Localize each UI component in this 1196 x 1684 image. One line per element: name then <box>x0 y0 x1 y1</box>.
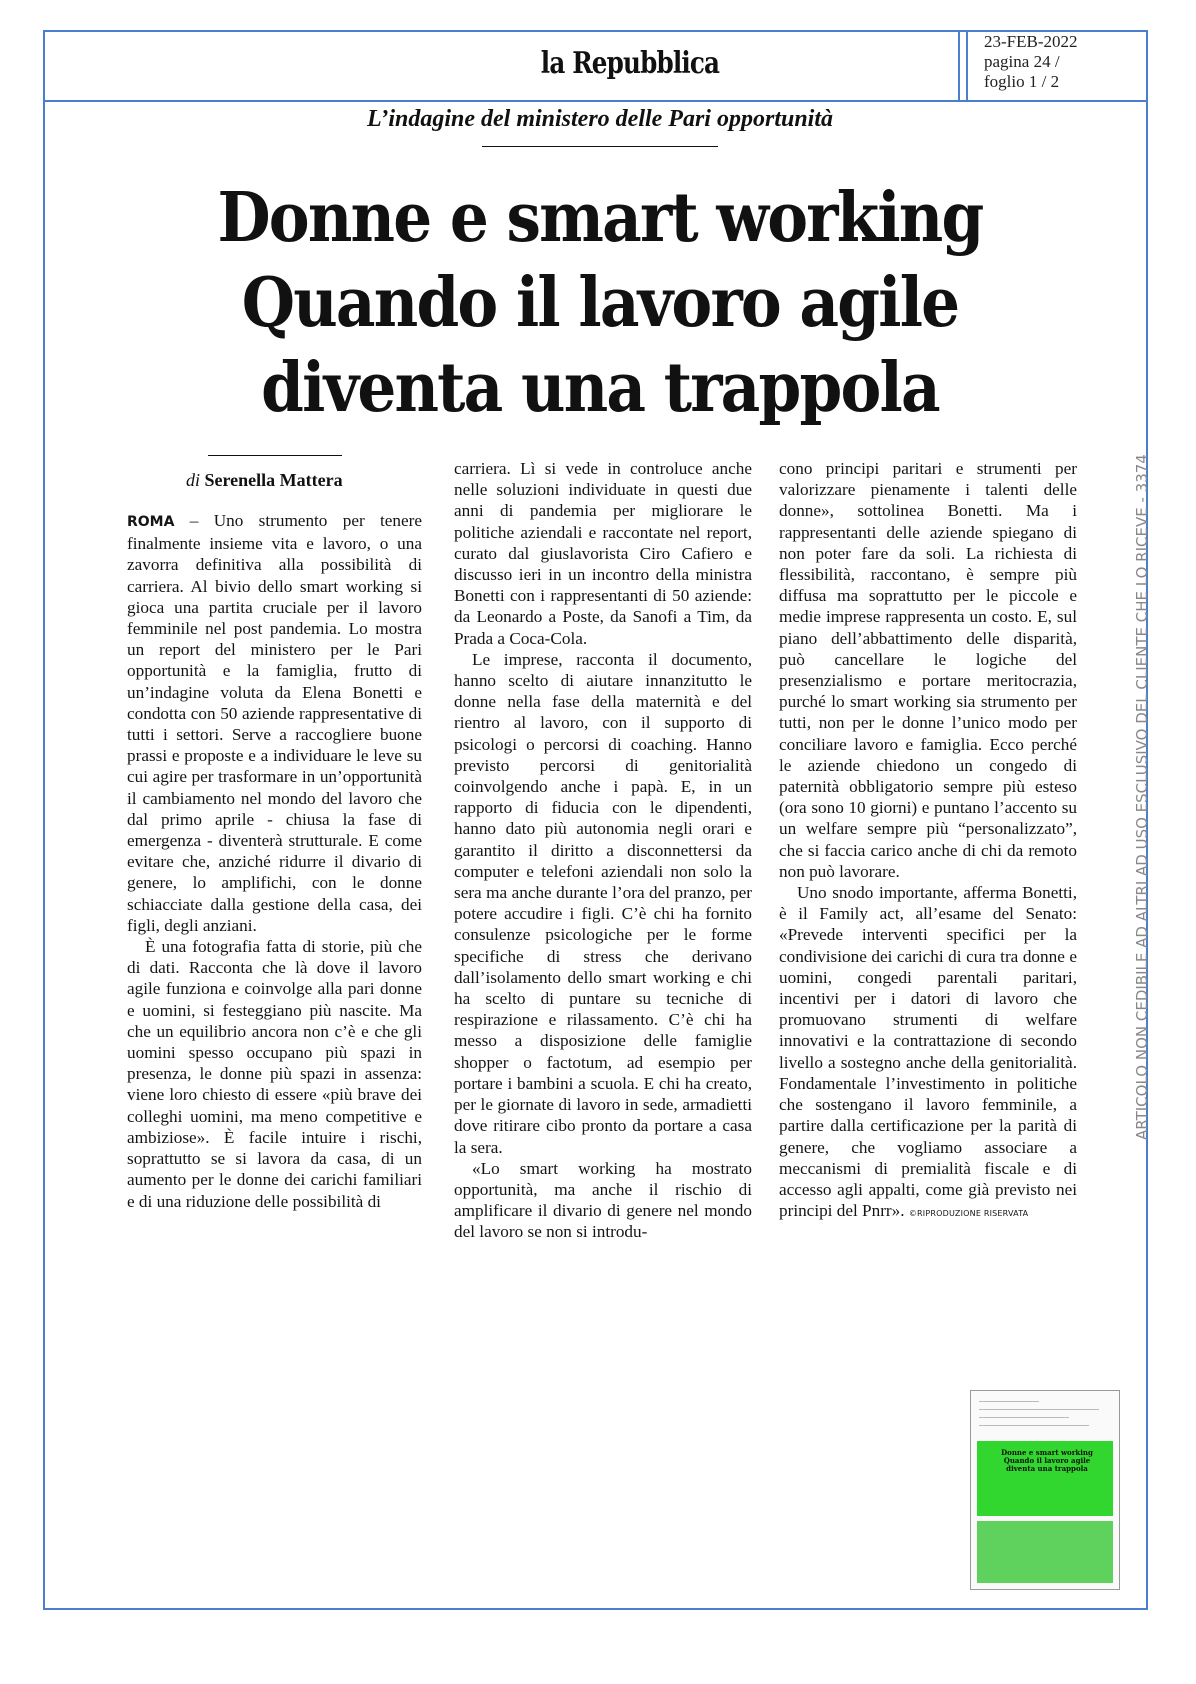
thumbnail-line <box>979 1417 1069 1418</box>
paragraph-text: – Uno strumento per tenere finalmente insieme vita e lavoro, o una zavorra definitiva alla possibilità di carriera. Al bivio dello smart working si gioca una partita cruciale per il lavoro femminile nel post pandemia. Lo mostra un report del ministero per le Pari opportunità e la famiglia, frutto di un’indagine voluta da Elena Bonetti e condotta con 50 aziende rappresentative di tutti i settori. Serve a raccogliere buone prassi e proposte e a individuare le leve su cui agire per trasformare in un’opportunità il cambiamento nel mondo del lavoro che dal primo aprile - chiusa la fase di emergenza - diventerà strutturale. E come evitare che, anziché ridurre il divario di genere, lo amplifichi, con le donne schiacciate dalla gestione della casa, dei figli, degli anziani. <box>127 511 422 935</box>
article-column-3 <box>779 458 1077 1224</box>
kicker-rule <box>482 146 718 147</box>
header-separator <box>966 30 968 100</box>
byline-author: Serenella Mattera <box>204 470 343 490</box>
article-headline <box>140 176 1060 431</box>
article-paragraph: «Lo smart working ha mostrato opportunità, ma anche il rischio di amplificare il divario di genere nel mondo del lavoro se non si introdu- <box>454 1158 752 1242</box>
usage-disclaimer: ARTICOLO NON CEDIBILE AD ALTRI AD USO ESCLUSIVO DEL CLIENTE CHE LO RICEVE - 3374 <box>1133 454 1151 1140</box>
headline-line: diventa una trappola <box>261 348 939 428</box>
page-thumbnail <box>970 1390 1120 1590</box>
article-paragraph <box>779 882 1077 1224</box>
clipping-page: pagina 24 / <box>984 52 1060 71</box>
thumbnail-line <box>979 1425 1089 1426</box>
article-paragraph: Le imprese, racconta il documento, hanno scelto di aiutare innanzitutto le donne nella fase della maternità e del rientro al lavoro, con il supporto di psicologi o percorsi di coaching. Hanno previsto percorsi di genitorialità coinvolgendo anche i papà. E, in un rapporto di fiducia con le dipendenti, hanno dato più autonomia negli orari e garantito il diritto a disconnettersi da computer e telefoni aziendali non solo la sera ma anche durante l’ora del pranzo, per potere accudire i figli. C’è chi ha fornito consulenze psicologiche per le forme specifiche di stress che derivano dall’isolamento dello smart working e chi ha scelto di puntare su tecniche di respirazione e rilassamento. C’è chi ha messo a disposizione delle famiglie shopper o factotum, ad esempio per portare i bambini a scuola. E chi ha creato, per le giornate di lavoro in sede, armadietti dove ritirare cibo pronto da portare a casa la sera. <box>454 649 752 1157</box>
headline-line: Quando il lavoro agile <box>241 263 959 343</box>
article-column-1 <box>127 510 422 1212</box>
clipping-meta <box>984 32 1078 92</box>
thumbnail-highlight <box>977 1441 1113 1516</box>
byline-rule <box>208 455 342 456</box>
article-paragraph: cono principi paritari e strumenti per valorizzare pienamente i talenti delle donne», sottolinea Bonetti. Ma i rappresentanti delle aziende spiegano di non poter fare da soli. La richiesta di flessibilità, raccontano, è sempre più diffusa ma soprattutto per le piccole e medie imprese rappresenta un costo. E, sul piano dell’abbattimento delle disparità, può cancellare le logiche del presenzialismo e portare meritocrazia, purché lo smart working sia strumento per tutti, non per le donne l’unico modo per conciliare lavoro e famiglia. Ecco perché le aziende chiedono un congedo di paternità obbligatorio sempre più esteso (ora sono 10 giorni) e puntano l’accento su un welfare sempre più “personalizzato”, che si faccia carico anche di chi da remoto non può lavorare. <box>779 459 1077 881</box>
byline-prefix: di <box>186 470 201 490</box>
header-divider <box>43 100 1148 102</box>
article-paragraph: È una fotografia fatta di storie, più che di dati. Racconta che là dove il lavoro agile funziona e coinvolge alla pari donne e uomini, si festeggiano più nascite. Ma che un equilibrio ancora non c’è e che gli uomini spesso occupano più spazi in presenza, le donne più spazi in assenza: viene loro chiesto di essere «più brave dei colleghi uomini, ma meno competitive e ambiziose». È facile intuire i rischi, soprattutto se si lavora da casa, di un aumento per le donne dei carichi familiari e di una riduzione delle possibilità di <box>127 937 422 1211</box>
thumbnail-title: Donne e smart working Quando il lavoro agile diventa una trappola <box>1001 1448 1093 1473</box>
paragraph-text: Uno snodo importante, afferma Bonetti, è il Family act, all’esame del Senato: «Prevede interventi specifici per la condivisione dei carichi di cura tra donne e uomini, congedi parentali paritari, incentivi per i datori di lavoro che promuovano strumenti di welfare innovativi e la contrattazione di secondo livello a sostegno anche della genitorialità. Fondamentale l’investimento in politiche che sostengano il lavoro femminile, a partire dalla certificazione per la parità di genere, che vogliamo associare a meccanismi di premialità fiscale e di accesso agli appalti, come già previsto nei principi del Pnrr». <box>779 883 1077 1221</box>
clipping-date: 23-FEB-2022 <box>984 32 1078 51</box>
article-paragraph <box>127 510 422 936</box>
headline-line: Donne e smart working <box>217 178 983 258</box>
thumbnail-line <box>979 1401 1039 1402</box>
clipping-sheet: foglio 1 / 2 <box>984 72 1060 91</box>
article-kicker: L’indagine del ministero delle Pari opportunità <box>366 106 834 132</box>
newspaper-masthead: la Repubblica <box>540 46 720 81</box>
article-paragraph: carriera. Lì si vede in controluce anche nelle soluzioni individuate in questi due anni di pandemia per migliorare le politiche aziendali e raccontate nel report, curato dal giuslavorista Ciro Cafiero e discusso ieri in un incontro della ministra Bonetti con i rappresentanti di 50 aziende: da Leonardo a Poste, da Sanofi a Tim, da Prada a Coca-Cola. <box>454 459 752 648</box>
article-column-2 <box>454 458 752 1243</box>
article-byline <box>186 470 343 491</box>
thumbnail-line <box>979 1409 1099 1410</box>
copyright-notice: ©RIPRODUZIONE RISERVATA <box>908 1209 1029 1219</box>
thumbnail-highlight-columns <box>977 1521 1113 1583</box>
header-separator <box>958 30 960 100</box>
dateline-city: ROMA <box>127 514 175 530</box>
